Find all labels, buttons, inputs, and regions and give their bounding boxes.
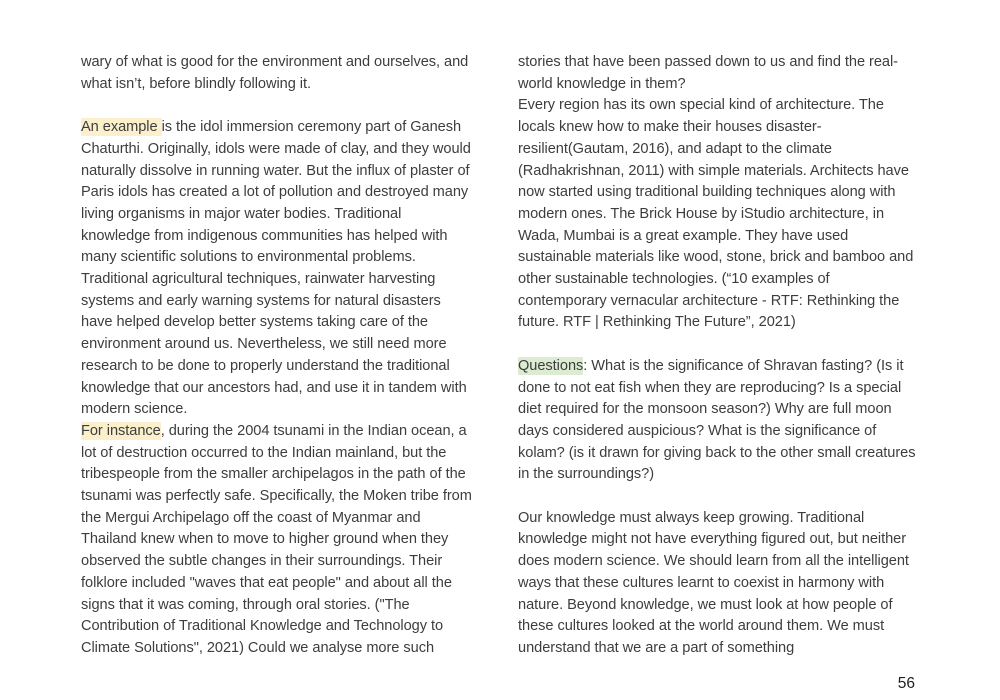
paragraph <box>518 356 918 486</box>
paragraph <box>81 421 473 660</box>
highlighted-text: Questions <box>518 357 584 374</box>
text-run: Our knowledge must always keep growing. Traditional knowledge might not have everything figured out, but neither does modern science. We should learn from all the intelligent ways that these cultures learnt to coexist in harmony with nature. Beyond knowledge, we must look at how people of these cultures looked at the world around them. We must understand that we are a part of something <box>518 509 909 656</box>
paragraph <box>518 508 918 660</box>
highlighted-text: An example <box>81 119 162 136</box>
text-run: Every region has its own special kind of architecture. The locals knew how to make their houses disaster-resilient(Gautam, 2016), and adapt to the climate (Radhakrishnan, 2011) with simple materials. Architects have now started using traditional building techniques along with modern ones. The Brick House by iStudio architecture, in Wada, Mumbai is a great example. They have used sustainable materials like wood, stone, brick and bamboo and other sustainable technologies. (“10 examples of contemporary vernacular architecture - RTF: Rethinking the future. RTF | Rethinking The Future”, 2021) <box>518 97 914 331</box>
left-column <box>81 52 473 660</box>
paragraph <box>518 52 918 95</box>
text-run: wary of what is good for the environment and ourselves, and what isn’t, before blindly following it. <box>81 54 469 92</box>
page-number: 56 <box>897 675 915 692</box>
paragraph <box>518 95 918 334</box>
paragraph <box>81 117 473 421</box>
text-run: , during the 2004 tsunami in the Indian ocean, a lot of destruction occurred to the Indian mainland, but the tribespeople from the smaller archipelagos in the path of the tsunami was perfectly safe. Specifically, the Moken tribe from the Mergui Archipelago off the coast of Myanmar and Thailand knew when to move to higher ground when they observed the subtle changes in their surroundings. Their folklore included "waves that eat people" and about all the signs that it was coming, through oral stories. ("The Contribution of Traditional Knowledge and Technology to Climate Solutions", 2021) Could we analyse more such <box>81 422 472 656</box>
highlighted-text: For instance <box>81 422 161 439</box>
text-run: stories that have been passed down to us and find the real-world knowledge in them? <box>518 54 898 92</box>
right-column <box>518 52 918 660</box>
paragraph <box>81 52 473 95</box>
text-run: : What is the significance of Shravan fasting? (Is it done to not eat fish when they are reproducing? Is a special diet required for the monsoon season?) Why are full moon days considered auspicious? What is the significance of kolam? (is it drawn for giving back to the other small creatures in the surroundings?) <box>518 357 916 483</box>
text-run: is the idol immersion ceremony part of Ganesh Chaturthi. Originally, idols were made of clay, and they would naturally dissolve in running water. But the influx of plaster of Paris idols has created a lot of pollution and destroyed many living organisms in major water bodies. Traditional knowledge from indigenous communities has helped with many scientific solutions to environmental problems. Traditional agricultural techniques, rainwater harvesting systems and early warning systems for natural disasters have helped develop better systems taking care of the environment around us. Nevertheless, we still need more research to be done to properly understand the traditional knowledge that our ancestors had, and use it in tandem with modern science. <box>81 119 471 418</box>
